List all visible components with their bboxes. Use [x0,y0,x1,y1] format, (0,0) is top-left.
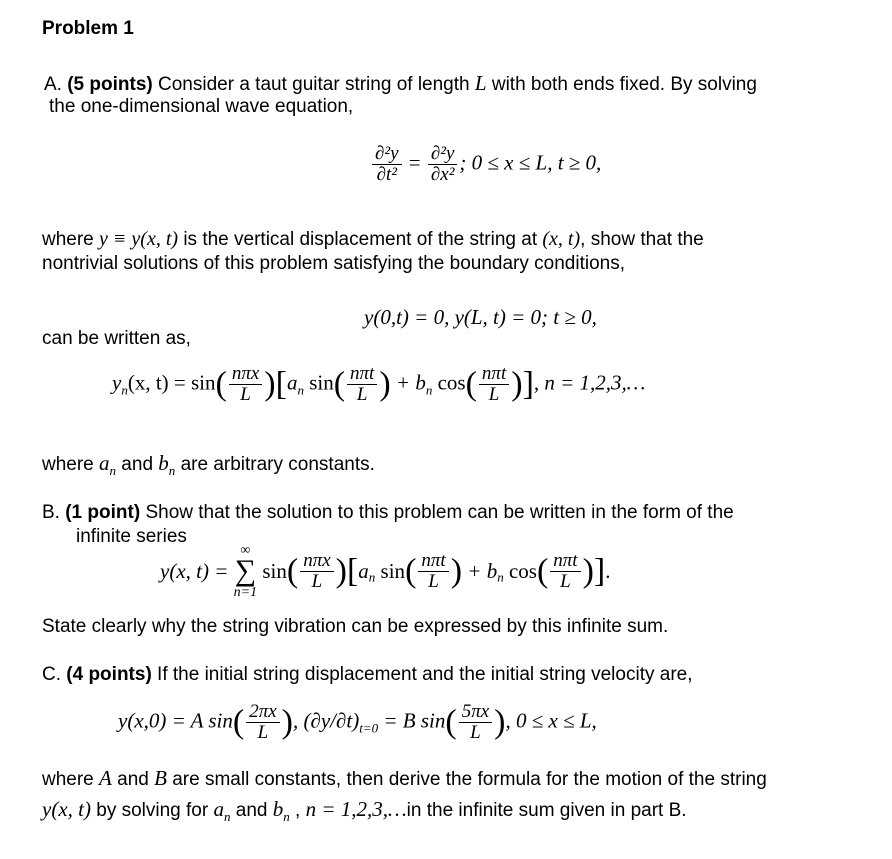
part-a-intro: Consider a taut guitar string of length [152,74,475,95]
mode-solution: $y_n(x$, t) = sin( $\frac{\text{nπx}}{L}$ )[$a_n$ sin( $\frac{\text{nπt}}{L}$ ) + $b_n$ cos( $\frac{\text{nπt}}{L}$ )], n = 1,2,3,… [112,363,646,405]
part-a-marker: A. [44,74,62,95]
part-a-intro-end: with both ends fixed. By solving [486,74,757,95]
part-a-can-be: can be written as, [42,328,191,349]
part-b-line-1: B. (1 point) Show that the solution to this problem can be written in the form of the [42,502,734,523]
part-a-where-3: where $a_n$ and $b_n$ are arbitrary constants. [42,451,375,478]
part-c-line-4: y(x, t) by solving for $a_n$ and $b_n$ , n = 1,2,3,…in the infinite sum given in part B. [42,797,687,824]
wave-frac-left: $\frac{\text{∂²y}}{\text{∂t²}}$ [372,144,402,185]
wave-frac-right: $\frac{\text{∂²y}}{\text{∂x²}}$ [428,144,458,185]
wave-domain: ; 0 ≤ x ≤ L, t ≥ 0, [459,150,602,175]
sum-operator: ∞ ∑ n=1 [233,543,258,600]
part-a-where-2: nontrivial solutions of this problem satisfying the boundary conditions, [42,253,625,274]
part-a-points: (5 points) [67,74,153,95]
displacement-def: y ≡ y(x, t) [99,228,179,250]
part-a-line-2: the one-dimensional wave equation, [49,96,354,117]
part-c-line-1: C. (4 points) If the initial string displacement and the initial string velocity are, [42,664,693,685]
wave-equation [370,144,601,185]
part-b-state: State clearly why the string vibration can be expressed by this infinite sum. [42,616,669,637]
point-xt: (x, t) [542,228,581,250]
length-var: L [474,71,487,95]
boundary-conditions: y(0,t) = 0, y(L, t) = 0; t ≥ 0, [364,305,597,329]
part-b-line-2: infinite series [76,526,187,547]
initial-conditions: y(x,0) = A sin( $\frac{2\pi x}{L}$ ), $(\partial y/\partial t)_{t=0} = B$ sin( $\frac{5\pi x}{L}$ ), 0 ≤ x ≤ L, [118,701,597,743]
part-a-where-1: where y ≡ y(x, t) is the vertical displacement of the string at (x, t), show that the [42,228,704,250]
part-c-line-3: where A and B are small constants, then derive the formula for the motion of the string [42,766,767,790]
series-solution: y(x, t) = ∞ ∑ n=1 sin( $\frac{\text{nπx}}{L}$ )[$a_n$ sin( $\frac{\text{nπt}}{L}$ ) + $b_n$ cos( $\frac{\text{nπt}}{L}$ )]. [160,543,611,600]
problem-title: Problem 1 [42,18,134,39]
wave-equals: = [408,150,421,175]
part-a-line-1 [44,71,757,96]
